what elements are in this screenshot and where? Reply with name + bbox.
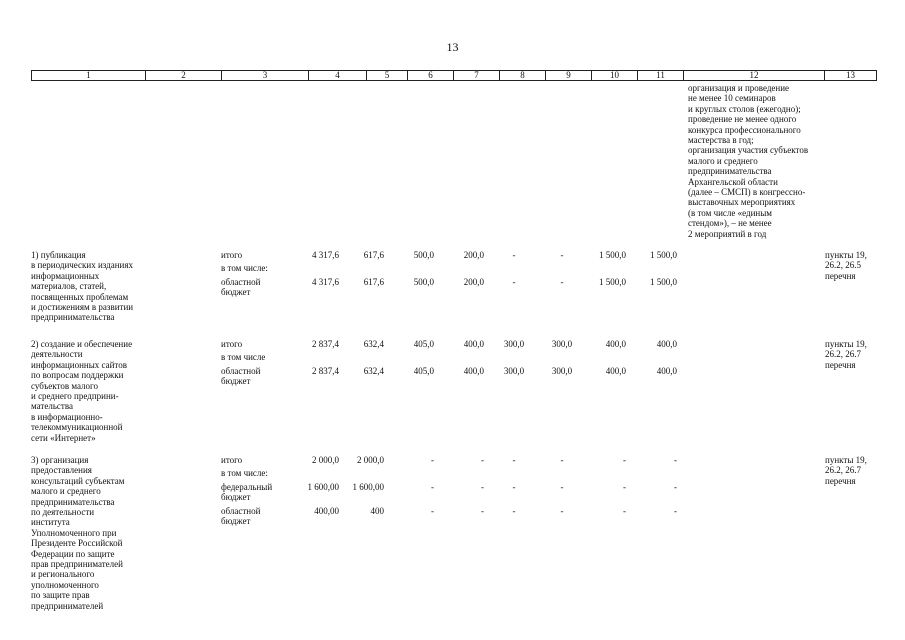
- header-col-11: 11: [637, 71, 683, 80]
- reference-line: пункты 19,: [825, 455, 867, 465]
- value-cell: 1 600,00: [307, 482, 339, 492]
- value-cell: -: [481, 506, 484, 516]
- col12-line: проведение не менее одного: [688, 114, 797, 125]
- value-cell: 300,0: [551, 339, 573, 349]
- row-title-line: предоставления: [31, 465, 92, 476]
- funding-source-line: федеральный: [221, 482, 273, 492]
- row-title-line: прав предпринимателей: [31, 559, 123, 570]
- value-cell: -: [431, 506, 434, 516]
- row-title-line: по деятельности: [31, 507, 95, 518]
- value-cell: -: [560, 250, 564, 260]
- value-cell: -: [512, 277, 516, 287]
- value-cell: 300,0: [503, 339, 525, 349]
- row-title: [31, 339, 156, 443]
- value-cell: -: [560, 455, 564, 465]
- value-cell: -: [431, 482, 434, 492]
- row-title-line: информационных сайтов: [31, 359, 127, 370]
- funding-source-line: бюджет: [221, 516, 251, 527]
- value-cell: 632,4: [363, 366, 384, 376]
- funding-source-label: [221, 366, 291, 387]
- value-cell: -: [674, 455, 677, 465]
- row-title-line: телекоммуникационной: [31, 422, 123, 433]
- value-cell: -: [481, 455, 484, 465]
- value-cell: 1 600,00: [352, 482, 384, 492]
- funding-source-label: [221, 339, 291, 349]
- funding-source-line: итого: [221, 250, 243, 260]
- col12-line: организация и проведение: [688, 83, 790, 93]
- reference-line: перечня: [825, 475, 856, 486]
- value-cell: 1 500,0: [599, 277, 626, 287]
- value-cell: -: [674, 482, 677, 492]
- value-cell: 200,0: [463, 250, 484, 260]
- value-cell: 2 837,4: [312, 366, 339, 376]
- funding-source-label: [221, 455, 291, 465]
- row-title-line: Уполномоченного при: [31, 527, 117, 538]
- reference-line: перечня: [825, 359, 856, 370]
- value-cell: 4 317,6: [312, 277, 339, 287]
- funding-source-label: [221, 250, 291, 260]
- value-cell: 617,6: [363, 277, 384, 287]
- funding-source-label: [221, 506, 291, 527]
- header-col-5: 5: [366, 71, 407, 80]
- funding-source-line: бюджет: [221, 492, 251, 503]
- row-title-line: института: [31, 517, 70, 528]
- col12-line: не менее 10 семинаров: [688, 93, 776, 104]
- funding-source-line: в том числе:: [221, 263, 268, 273]
- header-col-6: 6: [407, 71, 453, 80]
- value-cell: -: [560, 277, 564, 287]
- col12-line: (далее – СМСП) в конгрессно-: [688, 187, 806, 198]
- reference-line: перечня: [825, 270, 856, 281]
- reference-line: 26.2, 26.5: [825, 260, 861, 271]
- row-title: [31, 250, 156, 323]
- value-cell: 400,0: [605, 339, 626, 349]
- row-title-line: консультаций субъектам: [31, 475, 125, 486]
- table-header-row: [31, 70, 877, 81]
- header-col-1: 1: [86, 70, 91, 80]
- col12-line: мастерства в год;: [688, 135, 754, 146]
- col12-line: (в том числе «единым: [688, 207, 772, 218]
- header-col-2: 2: [145, 71, 221, 80]
- funding-source-label: [221, 468, 291, 478]
- value-cell: 2 837,4: [312, 339, 339, 349]
- row-title-line: материалов, статей,: [31, 281, 107, 292]
- col12-continuation: [688, 83, 828, 239]
- reference-cell: [825, 455, 877, 486]
- value-cell: -: [674, 506, 677, 516]
- value-cell: 500,0: [413, 277, 434, 287]
- value-cell: -: [512, 455, 516, 465]
- value-cell: -: [481, 482, 484, 492]
- value-cell: 400,0: [463, 339, 484, 349]
- value-cell: 1 500,0: [650, 250, 677, 260]
- col12-line: малого и среднего: [688, 155, 758, 166]
- value-cell: -: [431, 455, 434, 465]
- row-title-line: Президенте Российской: [31, 538, 123, 549]
- value-cell: 400,0: [656, 366, 677, 376]
- row-title-line: Федерации по защите: [31, 548, 115, 559]
- value-cell: 405,0: [413, 339, 434, 349]
- row-title-line: предпринимательства: [31, 312, 115, 323]
- funding-source-line: областной: [221, 366, 261, 376]
- value-cell: 632,4: [363, 339, 384, 349]
- value-cell: 300,0: [503, 366, 525, 376]
- value-cell: 400,0: [656, 339, 677, 349]
- header-col-10: 10: [591, 71, 637, 80]
- funding-source-label: [221, 277, 291, 298]
- row-title-line: по защите прав: [31, 590, 90, 601]
- row-title-line: и регионального: [31, 569, 95, 580]
- funding-source-label: [221, 263, 291, 273]
- row-title-line: предпринимателей: [31, 600, 104, 611]
- value-cell: -: [560, 482, 564, 492]
- row-title-line: и среднего предприни-: [31, 391, 119, 402]
- row-title-line: в информационно-: [31, 411, 103, 422]
- reference-line: пункты 19,: [825, 250, 867, 260]
- funding-source-label: [221, 482, 291, 503]
- row-title-line: предпринимательства: [31, 496, 115, 507]
- row-title: [31, 455, 156, 611]
- page-number: 13: [446, 40, 459, 54]
- funding-source-line: областной: [221, 506, 261, 516]
- reference-cell: [825, 250, 877, 281]
- col12-line: выставочных мероприятиях: [688, 197, 796, 208]
- row-title-line: сети «Интернет»: [31, 432, 96, 443]
- row-title-line: субъектов малого: [31, 380, 98, 391]
- col12-line: и круглых столов (ежегодно);: [688, 103, 801, 114]
- col12-line: конкурса профессионального: [688, 124, 801, 135]
- funding-source-line: в том числе:: [221, 468, 268, 478]
- reference-cell: [825, 339, 877, 370]
- col12-line: организация участия субъектов: [688, 145, 809, 156]
- row-title-line: малого и среднего: [31, 486, 101, 497]
- row-title-line: по вопросам поддержки: [31, 370, 124, 381]
- header-col-7: 7: [453, 71, 499, 80]
- value-cell: -: [623, 482, 626, 492]
- value-cell: 405,0: [413, 366, 434, 376]
- value-cell: 617,6: [363, 250, 384, 260]
- row-title-line: деятельности: [31, 349, 83, 360]
- col12-line: стендом»), – не менее: [688, 218, 772, 229]
- value-cell: 300,0: [551, 366, 573, 376]
- row-title-line: в периодических изданиях: [31, 260, 133, 271]
- col12-line: Архангельской области: [688, 176, 778, 187]
- row-title-line: мательства: [31, 401, 73, 412]
- value-cell: -: [512, 250, 516, 260]
- value-cell: 1 500,0: [599, 250, 626, 260]
- reference-line: 26.2, 26.7: [825, 349, 861, 360]
- header-col-3: 3: [221, 71, 308, 80]
- funding-source-line: бюджет: [221, 376, 251, 387]
- value-cell: 400,00: [314, 506, 339, 516]
- value-cell: -: [560, 506, 564, 516]
- value-cell: 500,0: [413, 250, 434, 260]
- funding-source-label: [221, 352, 291, 362]
- value-cell: 2 000,0: [357, 455, 384, 465]
- row-title-line: посвященных проблемам: [31, 291, 129, 302]
- header-col-12: 12: [683, 71, 824, 80]
- value-cell: 2 000,0: [312, 455, 339, 465]
- value-cell: 200,0: [463, 277, 484, 287]
- header-col-8: 8: [499, 71, 545, 80]
- row-title-line: 2) создание и обеспечение: [31, 339, 133, 349]
- funding-source-line: бюджет: [221, 287, 251, 298]
- funding-source-line: итого: [221, 455, 243, 465]
- row-title-line: уполномоченного: [31, 579, 99, 590]
- header-col-9: 9: [545, 71, 591, 80]
- value-cell: -: [623, 455, 626, 465]
- funding-source-line: в том числе: [221, 352, 266, 362]
- value-cell: -: [512, 482, 516, 492]
- col12-line: 2 мероприятий в год: [688, 228, 767, 239]
- header-col-13: 13: [824, 71, 876, 80]
- funding-source-line: областной: [221, 277, 261, 287]
- value-cell: -: [623, 506, 626, 516]
- reference-line: 26.2, 26.7: [825, 465, 861, 476]
- header-col-4: 4: [308, 71, 366, 80]
- row-title-line: и достижениям в развитии: [31, 302, 134, 313]
- value-cell: 400,0: [463, 366, 484, 376]
- row-title-line: 3) организация: [31, 455, 89, 465]
- value-cell: 4 317,6: [312, 250, 339, 260]
- reference-line: пункты 19,: [825, 339, 867, 349]
- value-cell: 400: [370, 506, 384, 516]
- value-cell: -: [512, 506, 516, 516]
- funding-source-line: итого: [221, 339, 243, 349]
- value-cell: 400,0: [605, 366, 626, 376]
- row-title-line: информационных: [31, 270, 100, 281]
- row-title-line: 1) публикация: [31, 250, 86, 260]
- value-cell: 1 500,0: [650, 277, 677, 287]
- col12-line: предпринимательства: [688, 166, 772, 177]
